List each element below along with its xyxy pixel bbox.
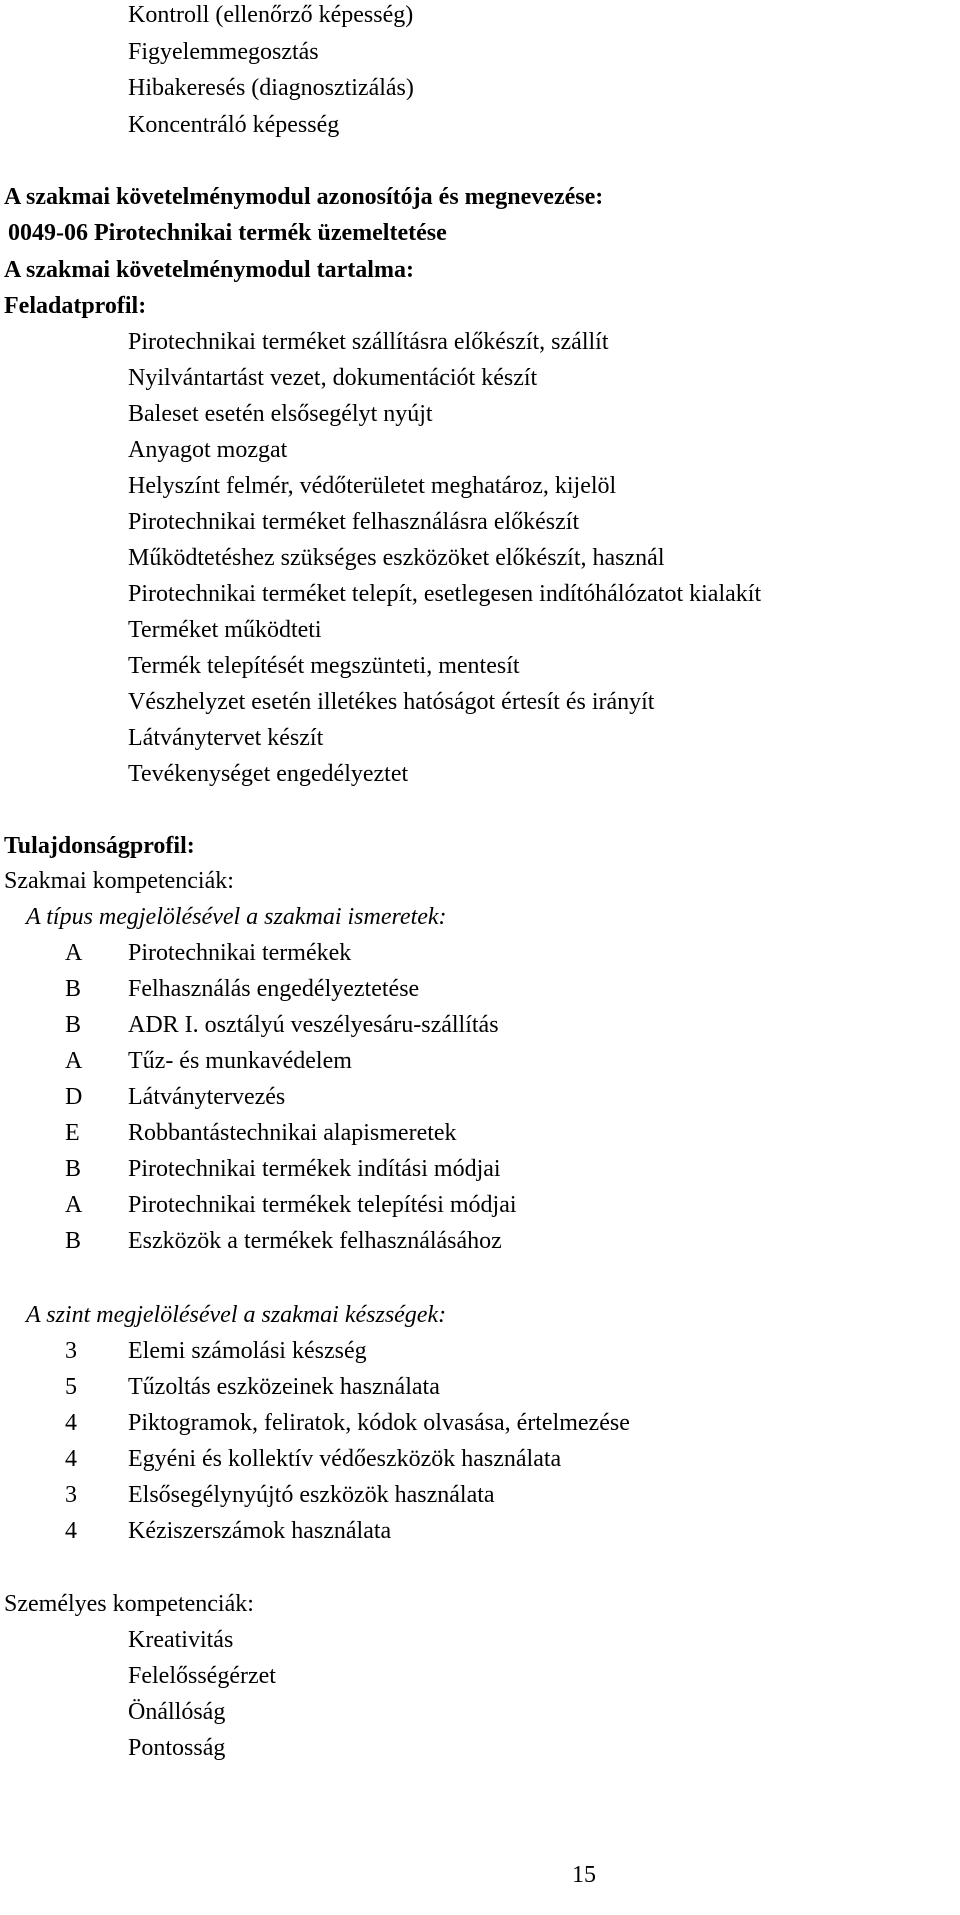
skill-text: Elemi számolási készség xyxy=(128,1338,367,1364)
skill-text: Tűzoltás eszközeinek használata xyxy=(128,1374,440,1400)
skill-row xyxy=(0,1516,960,1546)
knowledge-type: B xyxy=(65,1228,82,1254)
module-content-heading: A szakmai követelménymodul tartalma: xyxy=(4,257,414,283)
knowledge-row xyxy=(0,1010,960,1040)
task-item: Anyagot mozgat xyxy=(128,437,288,463)
personal-competence: Felelősségérzet xyxy=(128,1663,276,1689)
knowledge-heading: A típus megjelölésével a szakmai ismeretek: xyxy=(26,904,447,930)
task-item: Pirotechnikai terméket felhasználásra előkészít xyxy=(128,509,580,535)
knowledge-row xyxy=(0,938,960,968)
knowledge-type: A xyxy=(65,1192,83,1218)
skill-row xyxy=(0,1444,960,1474)
personal-competence: Önállóság xyxy=(128,1699,226,1725)
skill-level: 3 xyxy=(65,1482,77,1508)
task-item: Termék telepítését megszünteti, mentesít xyxy=(128,653,520,679)
intro-skill: Figyelemmegosztás xyxy=(128,39,319,65)
knowledge-type: B xyxy=(65,1012,82,1038)
task-item: Nyilvántartást vezet, dokumentációt készít xyxy=(128,365,538,391)
skill-level: 3 xyxy=(65,1338,77,1364)
knowledge-text: Pirotechnikai termékek indítási módjai xyxy=(128,1156,501,1182)
knowledge-row xyxy=(0,974,960,1004)
knowledge-row xyxy=(0,1226,960,1256)
task-item: Helyszínt felmér, védőterületet meghatároz, kijelöl xyxy=(128,473,617,499)
intro-skill: Koncentráló képesség xyxy=(128,112,340,138)
task-item: Vészhelyzet esetén illetékes hatóságot értesít és irányít xyxy=(128,689,655,715)
task-item: Pirotechnikai terméket szállításra előkészít, szállít xyxy=(128,329,609,355)
knowledge-text: ADR I. osztályú veszélyesáru-szállítás xyxy=(128,1012,499,1038)
knowledge-text: Eszközök a termékek felhasználásához xyxy=(128,1228,502,1254)
knowledge-type: D xyxy=(65,1084,83,1110)
knowledge-row xyxy=(0,1190,960,1220)
task-item: Baleset esetén elsősegélyt nyújt xyxy=(128,401,433,427)
task-item: Pirotechnikai terméket telepít, esetlegesen indítóhálózatot kialakít xyxy=(128,581,762,607)
knowledge-row xyxy=(0,1154,960,1184)
skill-text: Kéziszerszámok használata xyxy=(128,1518,392,1544)
skill-level: 4 xyxy=(65,1518,77,1544)
skill-level: 4 xyxy=(65,1410,77,1436)
task-item: Terméket működteti xyxy=(128,617,322,643)
intro-skill: Hibakeresés (diagnosztizálás) xyxy=(128,75,414,101)
skill-text: Elsősegélynyújtó eszközök használata xyxy=(128,1482,495,1508)
knowledge-row xyxy=(0,1046,960,1076)
task-item: Látványtervet készít xyxy=(128,725,324,751)
knowledge-text: Pirotechnikai termékek telepítési módjai xyxy=(128,1192,517,1218)
personal-competence: Pontosság xyxy=(128,1735,226,1761)
task-profile-heading: Feladatprofil: xyxy=(4,293,147,319)
skills-heading: A szint megjelölésével a szakmai készségek: xyxy=(26,1302,447,1328)
skill-text: Egyéni és kollektív védőeszközök használata xyxy=(128,1446,562,1472)
personal-competence: Kreativitás xyxy=(128,1627,234,1653)
intro-skill: Kontroll (ellenőrző képesség) xyxy=(128,2,414,28)
page-number: 15 xyxy=(572,1862,596,1888)
skill-level: 4 xyxy=(65,1446,77,1472)
skill-row xyxy=(0,1372,960,1402)
knowledge-type: A xyxy=(65,940,83,966)
professional-competences-heading: Szakmai kompetenciák: xyxy=(4,868,234,894)
knowledge-text: Pirotechnikai termékek xyxy=(128,940,352,966)
skill-row xyxy=(0,1408,960,1438)
skill-text: Piktogramok, feliratok, kódok olvasása, értelmezése xyxy=(128,1410,630,1436)
knowledge-row xyxy=(0,1082,960,1112)
skill-row xyxy=(0,1480,960,1510)
skill-row xyxy=(0,1336,960,1366)
knowledge-type: B xyxy=(65,1156,82,1182)
knowledge-text: Látványtervezés xyxy=(128,1084,286,1110)
knowledge-type: A xyxy=(65,1048,83,1074)
property-profile-heading: Tulajdonságprofil: xyxy=(4,833,195,859)
module-id-heading: A szakmai követelménymodul azonosítója és megnevezése: xyxy=(4,184,604,210)
skill-level: 5 xyxy=(65,1374,77,1400)
knowledge-text: Tűz- és munkavédelem xyxy=(128,1048,352,1074)
task-item: Működtetéshez szükséges eszközöket előkészít, használ xyxy=(128,545,665,571)
personal-competences-heading: Személyes kompetenciák: xyxy=(4,1591,254,1617)
task-item: Tevékenységet engedélyeztet xyxy=(128,761,409,787)
knowledge-text: Felhasználás engedélyeztetése xyxy=(128,976,420,1002)
knowledge-row xyxy=(0,1118,960,1148)
knowledge-type: B xyxy=(65,976,82,1002)
knowledge-text: Robbantástechnikai alapismeretek xyxy=(128,1120,457,1146)
module-id-value: 0049-06 Pirotechnikai termék üzemeltetése xyxy=(8,220,447,246)
knowledge-type: E xyxy=(65,1120,80,1146)
